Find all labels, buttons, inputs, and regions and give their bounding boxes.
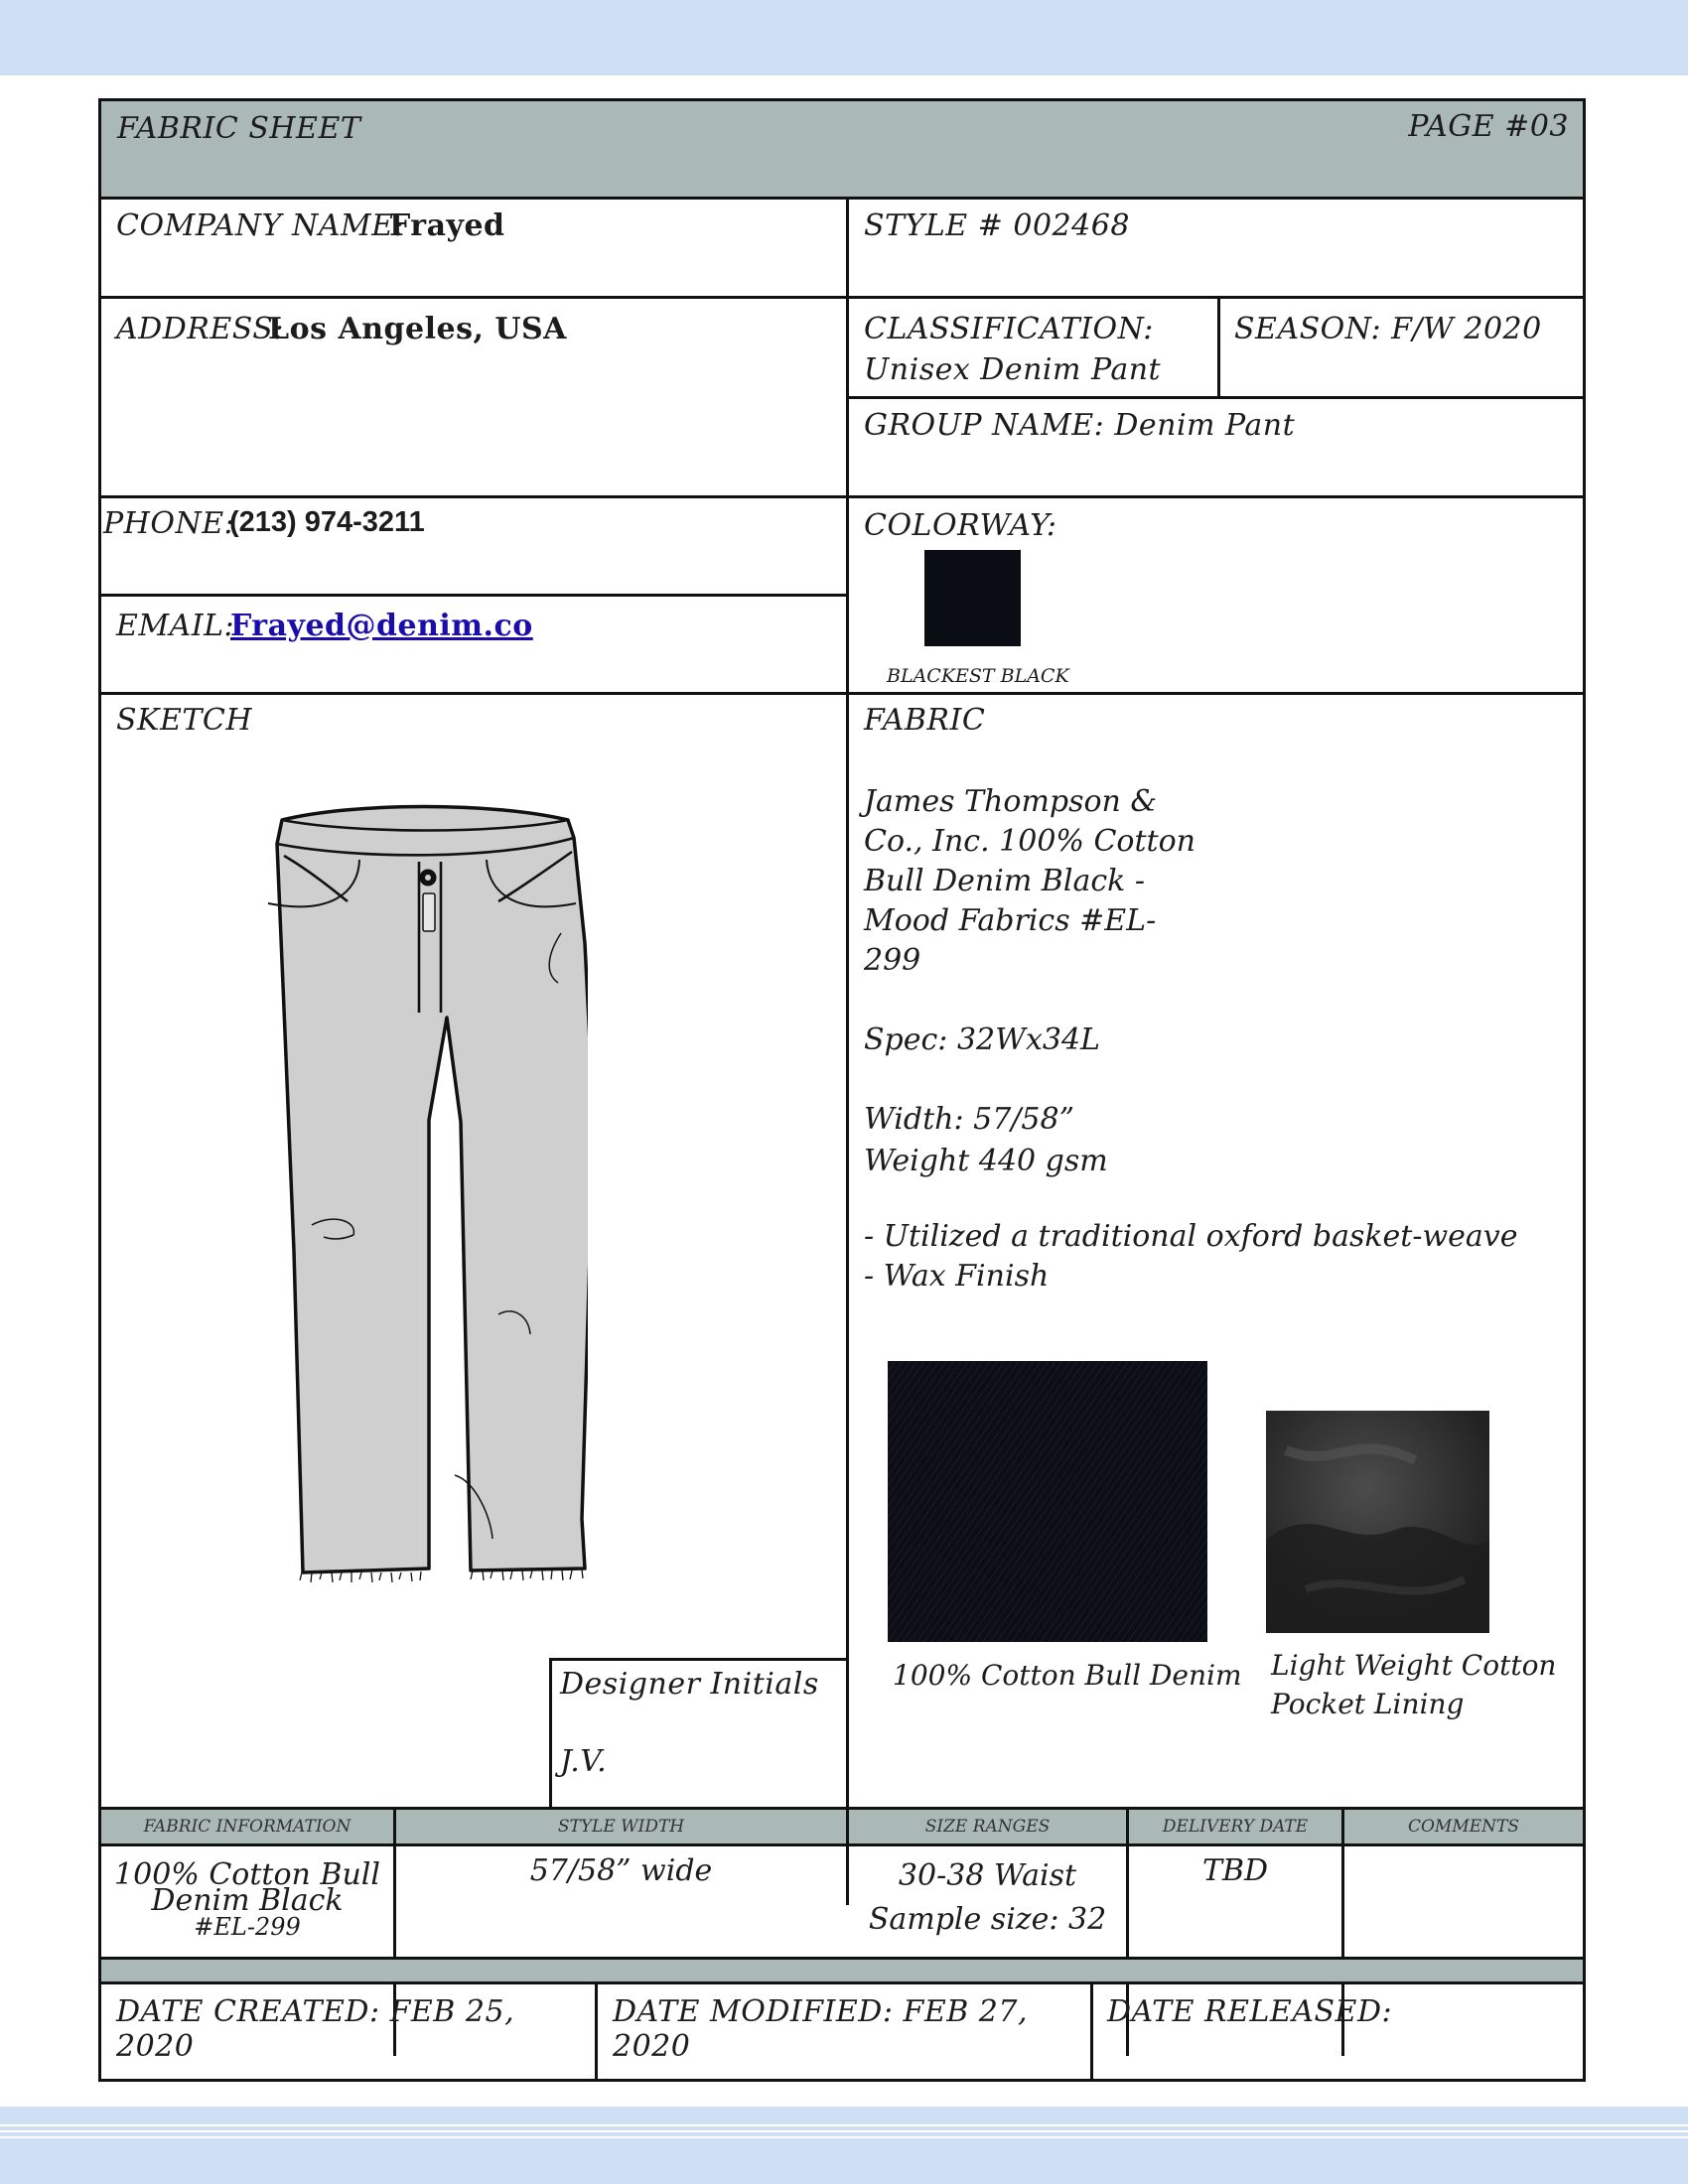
fabric-spec: Spec: 32Wx34L (864, 1023, 1100, 1057)
sheet-header (101, 101, 1583, 197)
company-value: Frayed (389, 208, 505, 243)
lining-caption-line: Light Weight Cotton (1271, 1649, 1557, 1682)
fabric-description-line: Mood Fabrics #EL- (864, 903, 1157, 938)
colorway-cell (849, 498, 1583, 692)
table-header-style-width: STYLE WIDTH (396, 1810, 846, 1843)
season-cell (1220, 299, 1583, 396)
email-label: EMAIL: (116, 609, 235, 643)
classification-value: Unisex Denim Pant (864, 352, 1162, 387)
colorway-swatch-name: BLACKEST BLACK (887, 665, 1069, 687)
page-number: PAGE #03 (1408, 109, 1569, 144)
phone-cell (101, 498, 846, 594)
size-range-line: 30-38 Waist (898, 1858, 1077, 1893)
table-header-fabric-info: FABRIC INFORMATION (101, 1810, 393, 1843)
season: SEASON: F/W 2020 (1234, 312, 1542, 346)
band-stripe (0, 2130, 1688, 2132)
company-label: COMPANY NAME: (116, 208, 405, 243)
group-name: GROUP NAME: Denim Pant (864, 408, 1296, 443)
fabric-weight: Weight 440 gsm (864, 1144, 1108, 1178)
fabric-description-line: Bull Denim Black - (864, 864, 1145, 898)
date-modified-cell (598, 1984, 1090, 2079)
designer-initials-cell (552, 1661, 846, 1807)
lining-swatch-caption (1271, 1646, 1556, 1723)
table-header-delivery-date: DELIVERY DATE (1129, 1810, 1341, 1843)
fabric-info-line: #EL-299 (194, 1913, 301, 1941)
denim-swatch-caption: 100% Cotton Bull Denim (893, 1659, 1242, 1692)
separator-bar (101, 1960, 1583, 1981)
style-width-value: 57/58” wide (529, 1853, 713, 1888)
date-created: DATE CREATED: FEB 25, 2020 (116, 1994, 515, 2064)
fabric-description-line: Co., Inc. 100% Cotton (864, 824, 1196, 859)
bottom-band (0, 2107, 1688, 2184)
date-released-cell (1093, 1984, 1583, 2079)
table-header-size-ranges: SIZE RANGES (849, 1810, 1126, 1843)
fabric-info-line: 100% Cotton Bull (114, 1857, 380, 1892)
delivery-date-value: TBD (1201, 1853, 1269, 1888)
fabric-description (864, 782, 1196, 981)
company-cell (101, 200, 846, 295)
address-label: ADDRESS: (116, 312, 284, 346)
fabric-sheet (98, 98, 1586, 2082)
fabric-feature: - Wax Finish (864, 1259, 1050, 1294)
fabric-label: FABRIC (864, 703, 986, 738)
sheet-title: FABRIC SHEET (117, 111, 361, 146)
date-released: DATE RELEASED: (1107, 1994, 1393, 2029)
address-cell (101, 299, 846, 493)
fabric-info-line: Denim Black (151, 1883, 344, 1918)
colorway-swatch (924, 550, 1021, 646)
top-band (0, 0, 1688, 75)
band-stripe (0, 2124, 1688, 2126)
fabric-description-line: 299 (864, 943, 921, 978)
date-modified: DATE MODIFIED: FEB 27, 2020 (613, 1994, 1029, 2064)
email-cell (101, 597, 846, 692)
sketch-cell (101, 695, 846, 1807)
lining-swatch-image (1266, 1411, 1489, 1633)
phone-label: PHONE: (103, 506, 235, 541)
style-cell (849, 200, 1583, 295)
style-number: STYLE # 002468 (864, 208, 1130, 243)
band-stripe (0, 2136, 1688, 2138)
sketch-label: SKETCH (116, 703, 252, 738)
designer-initials-label: Designer Initials (560, 1667, 819, 1702)
classification-label: CLASSIFICATION: (864, 312, 1154, 346)
pants-sketch (260, 804, 588, 1628)
table-header-comments: COMMENTS (1344, 1810, 1583, 1843)
fabric-feature: - Utilized a traditional oxford basket-weave (864, 1219, 1518, 1254)
group-cell (849, 399, 1583, 493)
fabric-cell (849, 695, 1583, 1807)
lining-caption-line: Pocket Lining (1271, 1688, 1465, 1720)
date-created-cell (101, 1984, 595, 2079)
address-value: Los Angeles, USA (268, 312, 567, 346)
size-range-line: Sample size: 32 (868, 1902, 1107, 1937)
denim-swatch-image (888, 1361, 1207, 1642)
fabric-description-line: James Thompson & (864, 784, 1158, 819)
designer-initials-value: J.V. (560, 1744, 608, 1779)
colorway-label: COLORWAY: (864, 508, 1057, 543)
email-link[interactable]: Frayed@denim.co (230, 609, 533, 643)
fabric-width: Width: 57/58” (864, 1102, 1074, 1137)
phone-value: (213) 974-3211 (229, 506, 425, 538)
classification-cell (849, 299, 1218, 396)
